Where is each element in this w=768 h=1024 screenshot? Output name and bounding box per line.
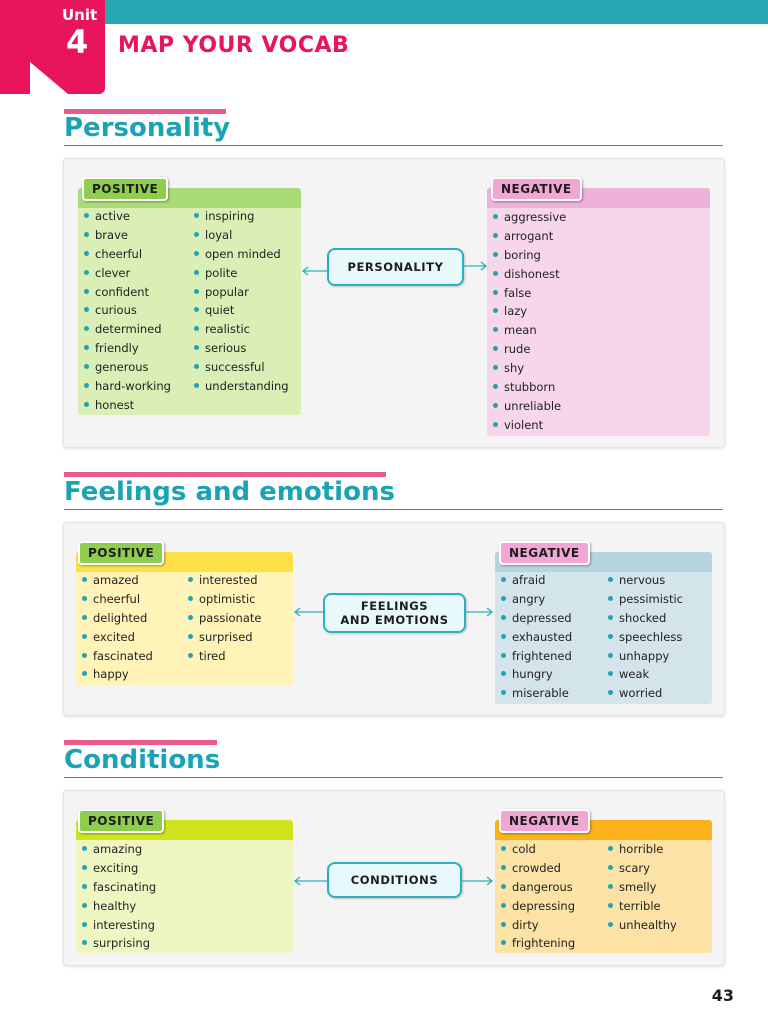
list-item: dishonest xyxy=(493,265,566,284)
list-item: fascinating xyxy=(82,878,156,897)
list-item: hard-working xyxy=(84,377,171,396)
page-number: 43 xyxy=(711,986,734,1005)
list-item: generous xyxy=(84,358,171,377)
list-item: shocked xyxy=(608,609,683,628)
bullet-dot-icon xyxy=(82,634,87,639)
feelings-negative-box xyxy=(495,552,712,704)
list-item: hungry xyxy=(501,665,572,684)
unit-tab-notch xyxy=(30,62,68,94)
bullet-dot-icon xyxy=(501,671,506,676)
bullet-dot-icon xyxy=(501,903,506,908)
bullet-dot-icon xyxy=(82,884,87,889)
bullet-dot-icon xyxy=(501,884,506,889)
bullet-dot-icon xyxy=(501,653,506,658)
bullet-dot-icon xyxy=(188,653,193,658)
list-item: frightening xyxy=(501,934,575,953)
list-item: terrible xyxy=(608,897,677,916)
bullet-dot-icon xyxy=(194,364,199,369)
conditions-negative-col2 xyxy=(608,840,677,934)
list-item: nervous xyxy=(608,571,683,590)
list-item: tired xyxy=(188,647,261,666)
right-arrow-icon xyxy=(462,261,488,271)
bullet-dot-icon xyxy=(501,865,506,870)
list-item: amazing xyxy=(82,840,156,859)
bullet-dot-icon xyxy=(82,615,87,620)
section-underline xyxy=(64,777,723,778)
list-item: frightened xyxy=(501,647,572,666)
bullet-dot-icon xyxy=(493,346,498,351)
list-item: amazed xyxy=(82,571,153,590)
bullet-dot-icon xyxy=(84,326,89,331)
bullet-dot-icon xyxy=(493,290,498,295)
list-item: understanding xyxy=(194,377,289,396)
list-item: rude xyxy=(493,340,566,359)
bullet-dot-icon xyxy=(84,307,89,312)
bullet-dot-icon xyxy=(84,383,89,388)
list-item: determined xyxy=(84,320,171,339)
bullet-dot-icon xyxy=(82,865,87,870)
bullet-dot-icon xyxy=(493,384,498,389)
bullet-dot-icon xyxy=(501,615,506,620)
bullet-dot-icon xyxy=(501,690,506,695)
list-item: serious xyxy=(194,339,289,358)
feelings-negative-col2 xyxy=(608,571,683,703)
bullet-dot-icon xyxy=(501,634,506,639)
right-arrow-icon xyxy=(460,876,494,886)
bullet-dot-icon xyxy=(84,345,89,350)
list-item: crowded xyxy=(501,859,575,878)
bullet-dot-icon xyxy=(501,596,506,601)
bullet-dot-icon xyxy=(84,251,89,256)
list-item: smelly xyxy=(608,878,677,897)
bullet-dot-icon xyxy=(608,903,613,908)
bullet-dot-icon xyxy=(84,364,89,369)
feelings-positive-col1 xyxy=(82,571,153,684)
top-teal-bar xyxy=(0,0,768,24)
positive-label: POSITIVE xyxy=(78,541,164,565)
personality-positive-box xyxy=(78,188,301,415)
list-item: mean xyxy=(493,321,566,340)
list-item: interested xyxy=(188,571,261,590)
feelings-positive-col2 xyxy=(188,571,261,665)
list-item: scary xyxy=(608,859,677,878)
list-item: open minded xyxy=(194,245,289,264)
bullet-dot-icon xyxy=(84,213,89,218)
bullet-dot-icon xyxy=(608,596,613,601)
list-item: angry xyxy=(501,590,572,609)
section-title-feelings: Feelings and emotions xyxy=(64,477,395,507)
list-item: lazy xyxy=(493,302,566,321)
bullet-dot-icon xyxy=(501,846,506,851)
conditions-panel xyxy=(63,790,725,966)
feelings-negative-col1 xyxy=(501,571,572,703)
list-item: active xyxy=(84,207,171,226)
list-item: surprising xyxy=(82,934,156,953)
bullet-dot-icon xyxy=(493,422,498,427)
list-item: realistic xyxy=(194,320,289,339)
list-item: loyal xyxy=(194,226,289,245)
list-item: brave xyxy=(84,226,171,245)
bullet-dot-icon xyxy=(608,884,613,889)
bullet-dot-icon xyxy=(493,403,498,408)
conditions-positive-box xyxy=(76,820,293,953)
bullet-dot-icon xyxy=(188,596,193,601)
bullet-dot-icon xyxy=(493,252,498,257)
personality-panel xyxy=(63,158,725,448)
bullet-dot-icon xyxy=(82,940,87,945)
conditions-negative-box xyxy=(495,820,712,953)
feelings-positive-box xyxy=(76,552,293,686)
bullet-dot-icon xyxy=(493,214,498,219)
list-item: clever xyxy=(84,264,171,283)
bullet-dot-icon xyxy=(194,307,199,312)
bullet-dot-icon xyxy=(188,634,193,639)
list-item: exciting xyxy=(82,859,156,878)
list-item: exhausted xyxy=(501,628,572,647)
unit-number: 4 xyxy=(66,23,89,61)
list-item: depressed xyxy=(501,609,572,628)
bullet-dot-icon xyxy=(608,577,613,582)
bullet-dot-icon xyxy=(82,596,87,601)
bullet-dot-icon xyxy=(82,846,87,851)
bullet-dot-icon xyxy=(194,289,199,294)
right-arrow-icon xyxy=(464,607,494,617)
page-title: MAP YOUR VOCAB xyxy=(118,33,350,58)
bullet-dot-icon xyxy=(501,940,506,945)
bullet-dot-icon xyxy=(82,903,87,908)
positive-label: POSITIVE xyxy=(78,809,164,833)
feelings-panel xyxy=(63,522,725,716)
bullet-dot-icon xyxy=(194,213,199,218)
personality-negative-col1 xyxy=(493,208,566,435)
negative-label: NEGATIVE xyxy=(491,177,582,201)
list-item: violent xyxy=(493,416,566,435)
center-node-feelings: FEELINGS AND EMOTIONS xyxy=(323,593,466,633)
bullet-dot-icon xyxy=(194,232,199,237)
bullet-dot-icon xyxy=(493,327,498,332)
list-item: fascinated xyxy=(82,647,153,666)
list-item: healthy xyxy=(82,897,156,916)
list-item: popular xyxy=(194,283,289,302)
bullet-dot-icon xyxy=(82,577,87,582)
list-item: dirty xyxy=(501,916,575,935)
negative-label: NEGATIVE xyxy=(499,809,590,833)
list-item: dangerous xyxy=(501,878,575,897)
left-arrow-icon xyxy=(293,607,323,617)
list-item: interesting xyxy=(82,916,156,935)
bullet-dot-icon xyxy=(608,653,613,658)
unit-tab xyxy=(0,0,105,94)
list-item: speechless xyxy=(608,628,683,647)
bullet-dot-icon xyxy=(194,326,199,331)
bullet-dot-icon xyxy=(82,653,87,658)
list-item: unhappy xyxy=(608,647,683,666)
bullet-dot-icon xyxy=(82,671,87,676)
left-arrow-icon xyxy=(301,266,327,276)
section-title-personality: Personality xyxy=(64,113,231,143)
negative-label: NEGATIVE xyxy=(499,541,590,565)
positive-label: POSITIVE xyxy=(82,177,168,201)
list-item: passionate xyxy=(188,609,261,628)
bullet-dot-icon xyxy=(608,690,613,695)
personality-positive-col2 xyxy=(194,207,289,396)
list-item: aggressive xyxy=(493,208,566,227)
unit-label: Unit xyxy=(62,6,98,24)
bullet-dot-icon xyxy=(493,271,498,276)
list-item: inspiring xyxy=(194,207,289,226)
bullet-dot-icon xyxy=(493,308,498,313)
center-node-personality: PERSONALITY xyxy=(327,248,464,286)
section-title-conditions: Conditions xyxy=(64,745,221,775)
bullet-dot-icon xyxy=(608,671,613,676)
bullet-dot-icon xyxy=(194,251,199,256)
list-item: unreliable xyxy=(493,397,566,416)
bullet-dot-icon xyxy=(194,270,199,275)
bullet-dot-icon xyxy=(608,615,613,620)
list-item: worried xyxy=(608,684,683,703)
list-item: friendly xyxy=(84,339,171,358)
bullet-dot-icon xyxy=(84,232,89,237)
bullet-dot-icon xyxy=(608,846,613,851)
list-item: weak xyxy=(608,665,683,684)
list-item: successful xyxy=(194,358,289,377)
list-item: confident xyxy=(84,283,171,302)
section-underline xyxy=(64,509,723,510)
bullet-dot-icon xyxy=(493,365,498,370)
list-item: afraid xyxy=(501,571,572,590)
list-item: arrogant xyxy=(493,227,566,246)
bullet-dot-icon xyxy=(84,289,89,294)
list-item: depressing xyxy=(501,897,575,916)
list-item: polite xyxy=(194,264,289,283)
list-item: shy xyxy=(493,359,566,378)
list-item: honest xyxy=(84,396,171,415)
personality-positive-col1 xyxy=(84,207,171,415)
left-arrow-icon xyxy=(293,876,327,886)
bullet-dot-icon xyxy=(84,402,89,407)
list-item: cheerful xyxy=(82,590,153,609)
bullet-dot-icon xyxy=(493,233,498,238)
list-item: curious xyxy=(84,301,171,320)
center-node-conditions: CONDITIONS xyxy=(327,862,462,898)
bullet-dot-icon xyxy=(608,922,613,927)
list-item: surprised xyxy=(188,628,261,647)
list-item: quiet xyxy=(194,301,289,320)
bullet-dot-icon xyxy=(608,865,613,870)
bullet-dot-icon xyxy=(194,383,199,388)
list-item: delighted xyxy=(82,609,153,628)
list-item: miserable xyxy=(501,684,572,703)
bullet-dot-icon xyxy=(188,615,193,620)
list-item: horrible xyxy=(608,840,677,859)
personality-negative-box xyxy=(487,188,710,436)
bullet-dot-icon xyxy=(501,577,506,582)
bullet-dot-icon xyxy=(608,634,613,639)
bullet-dot-icon xyxy=(188,577,193,582)
list-item: cheerful xyxy=(84,245,171,264)
list-item: stubborn xyxy=(493,378,566,397)
list-item: cold xyxy=(501,840,575,859)
bullet-dot-icon xyxy=(84,270,89,275)
conditions-positive-col1 xyxy=(82,840,156,953)
list-item: false xyxy=(493,284,566,303)
list-item: excited xyxy=(82,628,153,647)
conditions-negative-col1 xyxy=(501,840,575,953)
list-item: pessimistic xyxy=(608,590,683,609)
bullet-dot-icon xyxy=(501,922,506,927)
list-item: unhealthy xyxy=(608,916,677,935)
list-item: optimistic xyxy=(188,590,261,609)
bullet-dot-icon xyxy=(194,345,199,350)
bullet-dot-icon xyxy=(82,922,87,927)
list-item: boring xyxy=(493,246,566,265)
list-item: happy xyxy=(82,665,153,684)
section-underline xyxy=(64,145,723,146)
